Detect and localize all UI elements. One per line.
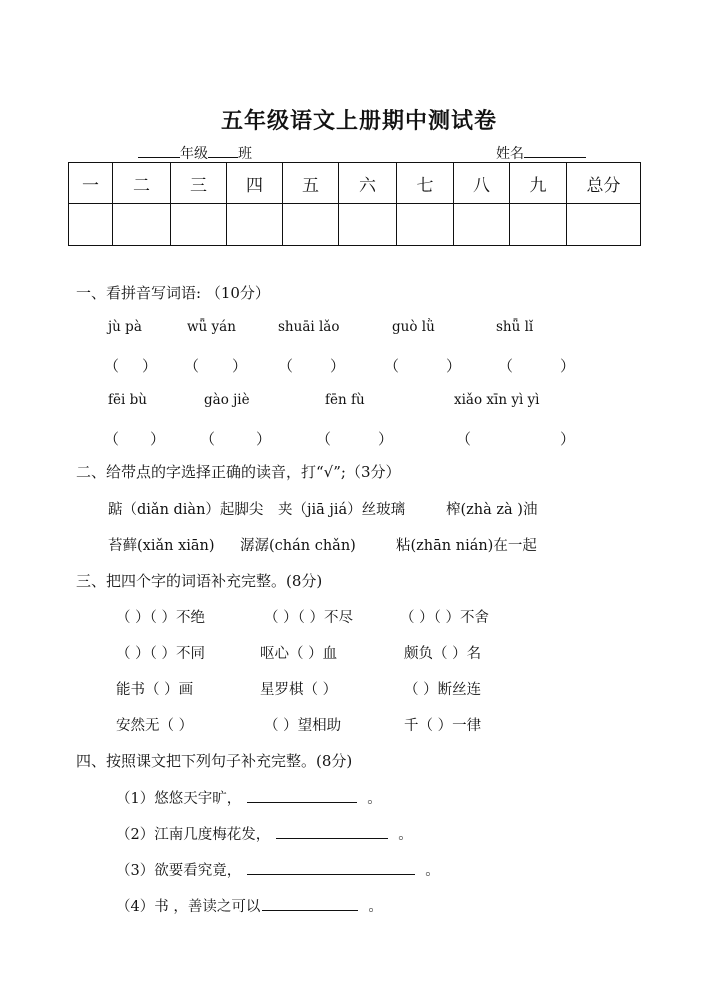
name-blank[interactable] xyxy=(524,145,586,158)
score-cell[interactable] xyxy=(510,204,567,246)
paren-open: （ xyxy=(384,357,400,375)
paren-close: ） xyxy=(446,357,462,375)
paren-open: （ xyxy=(104,430,120,448)
sentence-end: 。 xyxy=(368,899,383,915)
sentence-text: （4）书 ，善读之可以 xyxy=(116,899,261,915)
sentence-item xyxy=(116,787,382,808)
paren-close: ） xyxy=(330,357,346,375)
pinyin-item: guò lǜ xyxy=(392,319,435,335)
idiom-item[interactable]: 颇负（ ）名 xyxy=(404,646,482,662)
score-cell[interactable] xyxy=(397,204,454,246)
paren-open: （ xyxy=(498,357,514,375)
page-title: 五年级语文上册期中测试卷 xyxy=(220,108,497,134)
paren-open: （ xyxy=(456,430,472,448)
idiom-item[interactable]: （ ）（ ）不同 xyxy=(116,646,205,662)
idiom-item[interactable]: （ ）望相助 xyxy=(264,718,342,734)
score-header-cell: 四 xyxy=(227,163,283,204)
score-cell[interactable] xyxy=(69,204,113,246)
sentence-end: 。 xyxy=(425,863,440,879)
score-header-cell: 六 xyxy=(339,163,397,204)
paren-open: （ xyxy=(200,430,216,448)
paren-close: ） xyxy=(560,357,576,375)
idiom-item[interactable]: 星罗棋（ ） xyxy=(260,682,338,698)
pinyin-item: shuāi lǎo xyxy=(278,319,340,335)
paren-close: ） xyxy=(378,430,394,448)
pronunciation-item[interactable]: 踮（diǎn diàn）起脚尖 xyxy=(108,502,264,518)
answer-blank[interactable] xyxy=(276,824,388,839)
answer-blank[interactable] xyxy=(247,860,415,875)
score-header-cell: 八 xyxy=(454,163,510,204)
paren-close: ） xyxy=(560,430,576,448)
paren-close: ） xyxy=(256,430,272,448)
pronunciation-item[interactable]: 粘(zhān nián)在一起 xyxy=(396,538,537,554)
score-table-score-row xyxy=(69,204,641,246)
section2-heading: 二、给带点的字选择正确的读音，打“√”;（3分） xyxy=(76,463,401,481)
sentence-item xyxy=(116,823,413,844)
idiom-item[interactable]: 安然无（ ） xyxy=(116,718,194,734)
idiom-item[interactable]: （ ）（ ）不尽 xyxy=(264,610,353,626)
idiom-item[interactable]: 千（ ）一律 xyxy=(404,718,482,734)
pinyin-item: gào jiè xyxy=(204,392,250,408)
score-cell[interactable] xyxy=(454,204,510,246)
section4-heading: 四、按照课文把下列句子补充完整。(8分) xyxy=(76,752,353,770)
score-header-cell: 五 xyxy=(283,163,339,204)
idiom-item[interactable]: （ ）断丝连 xyxy=(404,682,482,698)
pinyin-item: xiǎo xīn yì yì xyxy=(454,392,540,408)
score-header-cell: 七 xyxy=(397,163,454,204)
paren-open: （ xyxy=(278,357,294,375)
paren-open: （ xyxy=(316,430,332,448)
section1-heading: 一、看拼音写词语: （10分） xyxy=(76,284,270,302)
pinyin-item: shǖ lǐ xyxy=(496,319,534,335)
pinyin-item: jù pà xyxy=(108,319,142,335)
score-cell[interactable] xyxy=(283,204,339,246)
pinyin-item: wǖ yán xyxy=(187,319,236,335)
grade-blank[interactable] xyxy=(138,145,180,158)
idiom-item[interactable]: 呕心（ ）血 xyxy=(260,646,338,662)
pronunciation-item[interactable]: 潺潺(chán chǎn) xyxy=(240,538,356,554)
section3-heading: 三、把四个字的词语补充完整。(8分) xyxy=(76,572,323,590)
grade-class-line xyxy=(138,143,252,163)
pinyin-item: fēi bù xyxy=(108,392,147,408)
grade-label: 年级 xyxy=(180,146,208,162)
class-label: 班 xyxy=(238,146,252,162)
score-cell[interactable] xyxy=(567,204,641,246)
score-cell[interactable] xyxy=(227,204,283,246)
answer-blank[interactable] xyxy=(247,788,357,803)
paren-close: ） xyxy=(142,357,158,375)
name-line xyxy=(496,143,586,163)
answer-blank[interactable] xyxy=(262,896,358,911)
idiom-item[interactable]: （ ）（ ）不绝 xyxy=(116,610,205,626)
score-header-cell: 三 xyxy=(171,163,227,204)
pronunciation-item[interactable]: 苔藓(xiǎn xiān) xyxy=(108,538,215,554)
idiom-item[interactable]: （ ）（ ）不舍 xyxy=(400,610,489,626)
paren-close: ） xyxy=(232,357,248,375)
pinyin-item: fēn fù xyxy=(325,392,365,408)
score-header-cell: 一 xyxy=(69,163,113,204)
idiom-item[interactable]: 能书（ ）画 xyxy=(116,682,194,698)
sentence-text: （3）欲要看究竟， xyxy=(116,863,242,879)
paren-open: （ xyxy=(104,357,120,375)
score-cell[interactable] xyxy=(171,204,227,246)
score-table-header-row xyxy=(69,163,641,204)
pronunciation-item[interactable]: 榨(zhà zà )油 xyxy=(446,502,538,518)
sentence-item xyxy=(116,859,440,880)
class-blank[interactable] xyxy=(208,145,238,158)
name-label: 姓名 xyxy=(496,146,524,162)
sentence-text: （1）悠悠天宇旷， xyxy=(116,791,242,807)
sentence-item xyxy=(116,895,383,916)
score-header-cell: 九 xyxy=(510,163,567,204)
paren-open: （ xyxy=(184,357,200,375)
paren-close: ） xyxy=(150,430,166,448)
pronunciation-item[interactable]: 夹（jiā jiá）丝玻璃 xyxy=(278,502,406,518)
score-table xyxy=(68,162,641,246)
sentence-text: （2）江南几度梅花发， xyxy=(116,827,271,843)
score-cell[interactable] xyxy=(339,204,397,246)
sentence-end: 。 xyxy=(367,791,382,807)
score-header-cell: 总分 xyxy=(567,163,641,204)
score-cell[interactable] xyxy=(113,204,171,246)
score-header-cell: 二 xyxy=(113,163,171,204)
sentence-end: 。 xyxy=(398,827,413,843)
